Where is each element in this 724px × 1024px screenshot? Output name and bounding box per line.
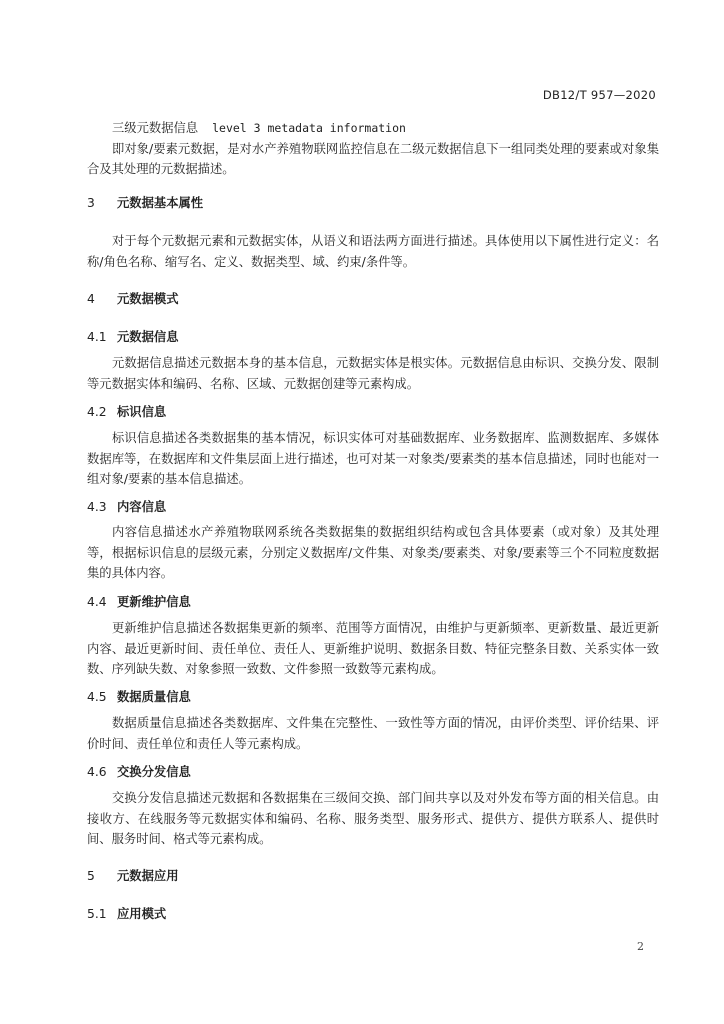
- section-title: 应用模式: [117, 907, 167, 921]
- section-heading-4-3: [87, 497, 659, 518]
- section-number: 4.5: [87, 690, 107, 704]
- section-text-4-3: 内容信息描述水产养殖物联网系统各类数据集的数据组织结构或包含具体要素（或对象）及其处理等，根据标识信息的层级元素，分别定义数据库/文件集、对象类/要素类、对象/要素等三个不同粒度数据集的具体内容。: [87, 525, 659, 580]
- definition-term: [87, 118, 659, 139]
- section-heading-4-5: [87, 687, 659, 708]
- term-chinese: 三级元数据信息: [112, 121, 199, 135]
- section-text-3: 对于每个元数据元素和元数据实体，从语义和语法两方面进行描述。具体使用以下属性进行定义：名称/角色名称、缩写名、定义、数据类型、域、约束/条件等。: [87, 234, 659, 269]
- section-heading-5: [87, 866, 659, 887]
- section-heading-4-2: [87, 402, 659, 423]
- section-text-4-5: 数据质量信息描述各类数据库、文件集在完整性、一致性等方面的情况，由评价类型、评价结果、评价时间、责任单位和责任人等元素构成。: [87, 716, 659, 751]
- section-number: 3: [87, 196, 95, 210]
- section-title: 标识信息: [117, 405, 167, 419]
- section-number: 5: [87, 869, 95, 883]
- section-title: 内容信息: [117, 500, 167, 514]
- section-title: 元数据基本属性: [117, 196, 204, 210]
- section-heading-4: [87, 289, 659, 310]
- definition-block: [87, 118, 659, 180]
- section-title: 元数据应用: [117, 869, 179, 883]
- section-title: 更新维护信息: [117, 595, 191, 609]
- document-id-header: DB12/T 957—2020: [542, 88, 656, 102]
- section-number: 4.4: [87, 595, 107, 609]
- section-title: 元数据模式: [117, 292, 179, 306]
- section-heading-3: [87, 193, 659, 214]
- section-heading-4-1: [87, 327, 659, 348]
- section-title: 交换分发信息: [117, 765, 191, 779]
- section-number: 4: [87, 292, 95, 306]
- definition-text: 即对象/要素元数据，是对水产养殖物联网监控信息在二级元数据信息下一组同类处理的要素或对象集合及其处理的元数据描述。: [87, 141, 659, 176]
- section-number: 4.2: [87, 405, 107, 419]
- page-number: 2: [637, 940, 644, 953]
- section-heading-4-4: [87, 592, 659, 613]
- section-heading-5-1: [87, 904, 659, 925]
- section-text-4-1: 元数据信息描述元数据本身的基本信息，元数据实体是根实体。元数据信息由标识、交换分发、限制等元数据实体和编码、名称、区域、元数据创建等元素构成。: [87, 356, 659, 391]
- section-title: 数据质量信息: [117, 690, 191, 704]
- section-text-4-6: 交换分发信息描述元数据和各数据集在三级间交换、部门间共享以及对外发布等方面的相关信息。由接收方、在线服务等元数据实体和编码、名称、服务类型、服务形式、提供方、提供方联系人、提供时间、服务时间、格式等元素构成。: [87, 791, 659, 846]
- section-number: 4.1: [87, 330, 107, 344]
- term-english: level 3 metadata information: [212, 121, 406, 135]
- section-text-4-2: 标识信息描述各类数据集的基本情况，标识实体可对基础数据库、业务数据库、监测数据库、多媒体数据库等，在数据库和文件集层面上进行描述，也可对某一对象类/要素类的基本信息描述，同时也能对一组对象/要素的基本信息描述。: [87, 431, 659, 486]
- section-number: 4.6: [87, 765, 107, 779]
- section-number: 4.3: [87, 500, 107, 514]
- section-title: 元数据信息: [117, 330, 179, 344]
- section-heading-4-6: [87, 762, 659, 783]
- section-number: 5.1: [87, 907, 107, 921]
- section-text-4-4: 更新维护信息描述各数据集更新的频率、范围等方面情况，由维护与更新频率、更新数量、最近更新内容、最近更新时间、责任单位、责任人、更新维护说明、数据条目数、特征完整条目数、关系实体一致数、序列缺失数、对象参照一致数、文件参照一致数等元素构成。: [87, 621, 659, 676]
